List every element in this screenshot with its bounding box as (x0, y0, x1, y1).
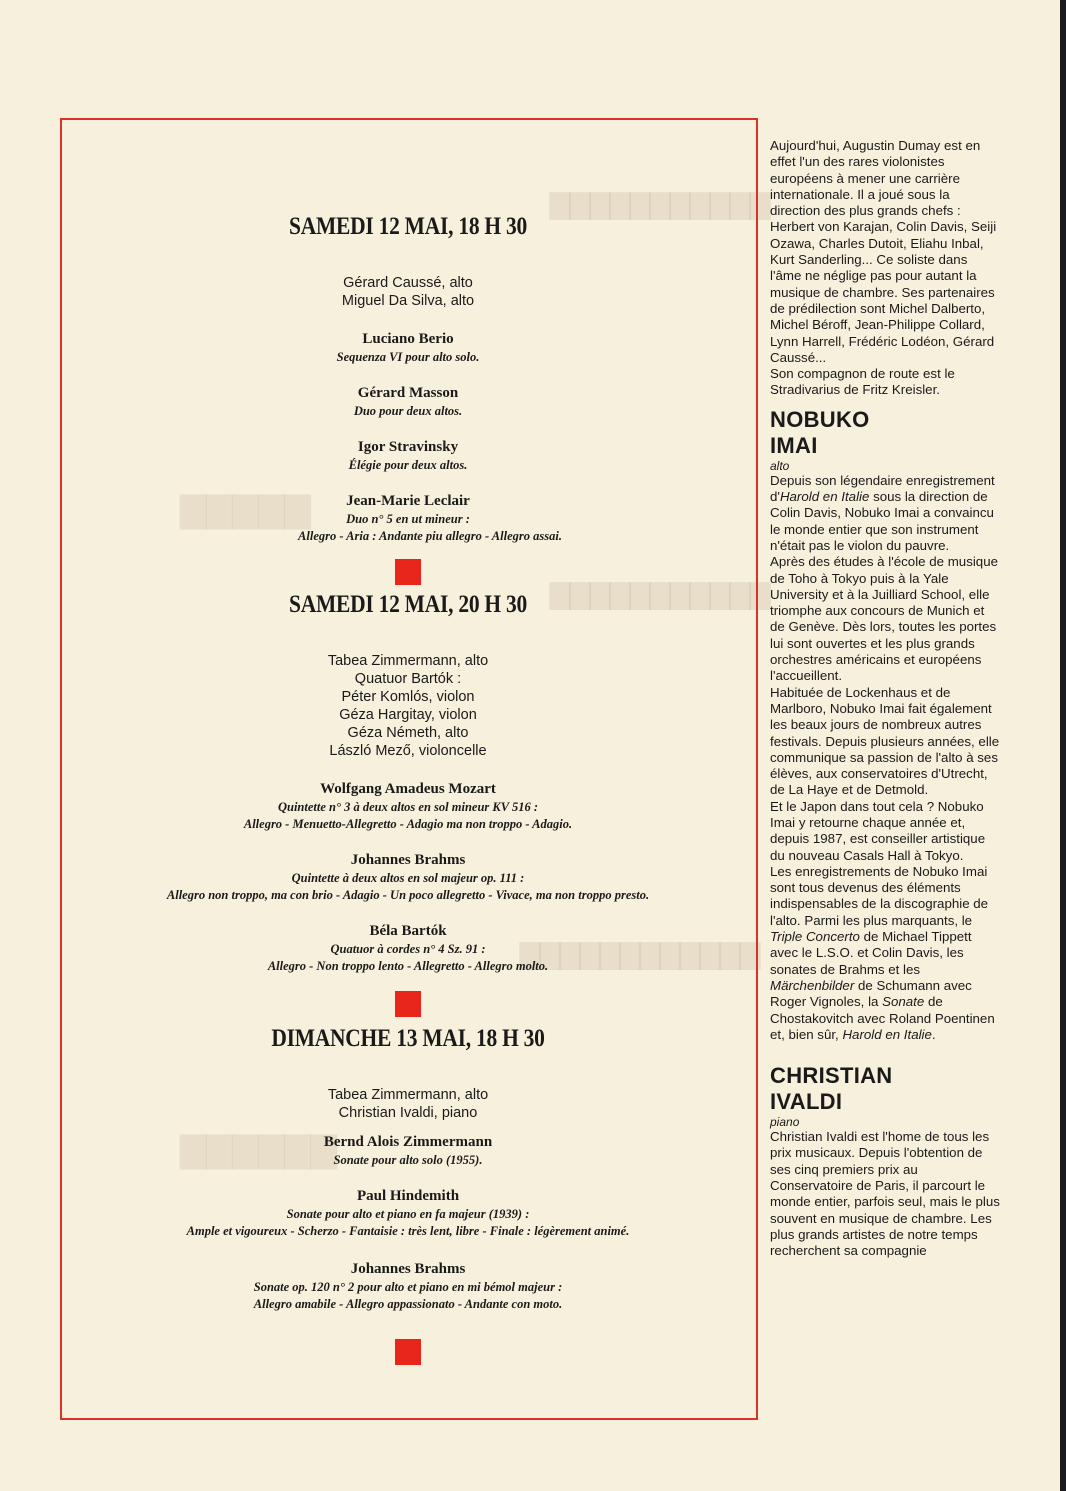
artist-instrument: piano (770, 1115, 800, 1130)
red-square-marker (395, 1339, 421, 1365)
text: sous la direction de Colin Davis, Nobuko Imai a convaincu le monde entier que son instrument n'était pas le violon du pauvre. (770, 489, 994, 553)
work-title: Harold en Italie (842, 1026, 932, 1042)
dumay-bio-end: Son compagnon de route est le Stradivarius de Fritz Kreisler. (770, 366, 955, 398)
work (62, 780, 754, 833)
performer: László Mező, violoncelle (329, 743, 487, 759)
artist-name-line: IMAI (770, 432, 818, 458)
concert-title: SAMEDI 12 MAI, 18 H 30 (288, 213, 528, 240)
composer: Jean-Marie Leclair (346, 493, 470, 509)
concert-1 (62, 213, 754, 585)
text: . (931, 1026, 936, 1042)
work-movements: Allegro - Aria : Andante piu allegro - Allegro assai. (298, 529, 562, 543)
performer: Miguel Da Silva, alto (341, 293, 475, 309)
text: Depuis son légendaire enregistrement d' (770, 472, 995, 505)
red-square-marker (395, 991, 421, 1017)
imai-bio-p5 (770, 864, 1000, 1043)
composer: Luciano Berio (362, 331, 454, 347)
performer: Géza Németh, alto (347, 725, 469, 741)
work (62, 851, 754, 904)
artist-bios (770, 138, 1000, 1260)
work-movements: Allegro amabile - Allegro appassionato - Andante con moto. (253, 1297, 563, 1311)
artist-name-line: IVALDI (770, 1089, 843, 1115)
concert-2 (62, 591, 754, 1017)
show-through-decoration: ▇▇▇▇▇▇▇▇▇▇▇ ▇▇▇▇▇▇▇▇▇▇▇ ▇▇▇▇▇▇▇▇▇▇▇▇ ▇▇▇▇▇ ▇▇▇▇▇▇ (180, 190, 770, 1169)
red-square-marker (395, 559, 421, 585)
performer: Christian Ivaldi, piano (338, 1105, 478, 1121)
concert-program (62, 205, 754, 1365)
performers (62, 652, 754, 760)
artist-name-line: NOBUKO (770, 406, 870, 432)
page-edge (1060, 0, 1066, 1491)
composer: Wolfgang Amadeus Mozart (320, 781, 496, 797)
work-title: Quintette n° 3 à deux altos en sol mineur KV 516 : (277, 800, 539, 814)
work-title: Märchenbilder (770, 977, 855, 993)
ivaldi-bio-p1: Christian Ivaldi est l'home de tous les prix musicaux. Depuis l'obtention de ses cinq premiers prix au Conservatoire de Paris, il parcourt le monde entier, parfois seul, mais le plus souvent en musique de chambre. Les plus grands artistes de notre temps recherchent sa compagnie (770, 1129, 1000, 1259)
imai-bio-p1 (770, 473, 1000, 554)
performer: Péter Komlós, violon (341, 689, 475, 705)
work-title: Sonate pour alto et piano en fa majeur (1939) : (286, 1207, 530, 1221)
concert-3 (62, 1025, 754, 1365)
composer: Bernd Alois Zimmermann (323, 1134, 493, 1150)
composer: Gérard Masson (357, 385, 459, 401)
work-title: Quatuor à cordes n° 4 Sz. 91 : (330, 942, 486, 956)
performer: Quatuor Bartók : (354, 671, 462, 687)
dumay-bio: Aujourd'hui, Augustin Dumay est en effet l'un des rares violonistes européens à mener une carrière internationale. Il a joué sous la direction des plus grands chefs : Herbert von Karajan, Colin Davis, Seiji Ozawa, Charles Dutoit, Eliahu Inbal, Kurt Sanderling... Ce soliste dans l'âme ne néglige pas pour autant la musique de chambre. Ses partenaires de prédilection sont Michel Dalberto, Michel Béroff, Jean-Philippe Collard, Lynn Harrell, Frédéric Lodéon, Gérard Caussé... (770, 138, 997, 365)
work-movements: Allegro non troppo, ma con brio - Adagio - Un poco allegretto - Vivace, ma non troppo presto. (166, 888, 650, 902)
imai-bio-p2: Après des études à l'école de musique de Toho à Tokyo puis à la Yale University et à la Juilliard School, elle triomphe aux concours de Munich et de Genève. Dès lors, toutes les portes lui sont ouvertes et les plus grands orchestres américains et européens l'accueillent. (770, 554, 998, 684)
work-title: Harold en Italie (779, 489, 870, 505)
work (62, 384, 754, 420)
artist-name (770, 1063, 1000, 1115)
text: de Michael Tippett avec le L.S.O. et Colin Davis, les sonates de Brahms et les (770, 929, 972, 977)
concert-title: DIMANCHE 13 MAI, 18 H 30 (271, 1025, 545, 1052)
imai-bio-p3: Habituée de Lockenhaus et de Marlboro, Nobuko Imai fait également les beaux jours de nombreux autres festivals. Depuis plusieurs années, elle communique sa passion de l'alto à ses élèves, aux conservatoires d'Utrecht, de La Haye et de Detmold. (770, 684, 1000, 798)
work (62, 1260, 754, 1313)
artist-instrument: alto (770, 458, 790, 473)
composer: Paul Hindemith (356, 1188, 460, 1204)
work-movements: Allegro - Non troppo lento - Allegretto - Allegro molto. (267, 959, 549, 973)
performers (62, 274, 754, 310)
performer: Tabea Zimmermann, alto (327, 1087, 489, 1103)
work (62, 492, 754, 545)
work (62, 1133, 754, 1169)
work (62, 1187, 754, 1240)
imai-bio-p4: Et le Japon dans tout cela ? Nobuko Imai y retourne chaque année et, depuis 1987, est conseiller artistique du nouveau Casals Hall à Tokyo. (770, 798, 986, 863)
work (62, 438, 754, 474)
performer: Géza Hargitay, violon (339, 707, 477, 723)
text: de Schumann avec Roger Vignoles, la (770, 977, 972, 1010)
work-title: Sonate (882, 994, 925, 1010)
text: de Chostakovitch avec Roland Poentinen et, bien sûr, (770, 994, 995, 1042)
work-title: Triple Concerto (770, 929, 860, 945)
work-title: Duo pour deux altos. (353, 404, 463, 418)
work-title: Sonate pour alto solo (1955). (333, 1153, 483, 1167)
artist-ivaldi (770, 1063, 1000, 1259)
artist-name (770, 407, 1000, 459)
composer: Johannes Brahms (350, 852, 466, 868)
work-title: Duo n° 5 en ut mineur : (346, 512, 470, 526)
work (62, 922, 754, 975)
artist-imai (770, 407, 1000, 1043)
composer: Johannes Brahms (350, 1261, 466, 1277)
work (62, 330, 754, 366)
work-title: Élégie pour deux altos. (348, 458, 468, 472)
text: Les enregistrements de Nobuko Imai sont tous devenus des éléments indispensables de la discographie de l'alto. Parmi les plus marquants, le (770, 863, 989, 928)
composer: Béla Bartók (369, 923, 447, 939)
work-movements: Allegro - Menuetto-Allegretto - Adagio ma non troppo - Adagio. (243, 817, 573, 831)
performer: Tabea Zimmermann, alto (327, 653, 489, 669)
work-title: Sonate op. 120 n° 2 pour alto et piano en mi bémol majeur : (253, 1280, 563, 1294)
composer: Igor Stravinsky (357, 439, 459, 455)
concert-title: SAMEDI 12 MAI, 20 H 30 (288, 591, 528, 618)
performers (62, 1086, 754, 1122)
artist-name-line: CHRISTIAN (770, 1063, 893, 1089)
performer: Gérard Caussé, alto (343, 275, 473, 291)
work-title: Quintette à deux altos en sol majeur op. 111 : (291, 871, 525, 885)
work-title: Sequenza VI pour alto solo. (336, 350, 480, 364)
work-movements: Ample et vigoureux - Scherzo - Fantaisie : très lent, libre - Finale : légèrement animé. (186, 1224, 630, 1238)
